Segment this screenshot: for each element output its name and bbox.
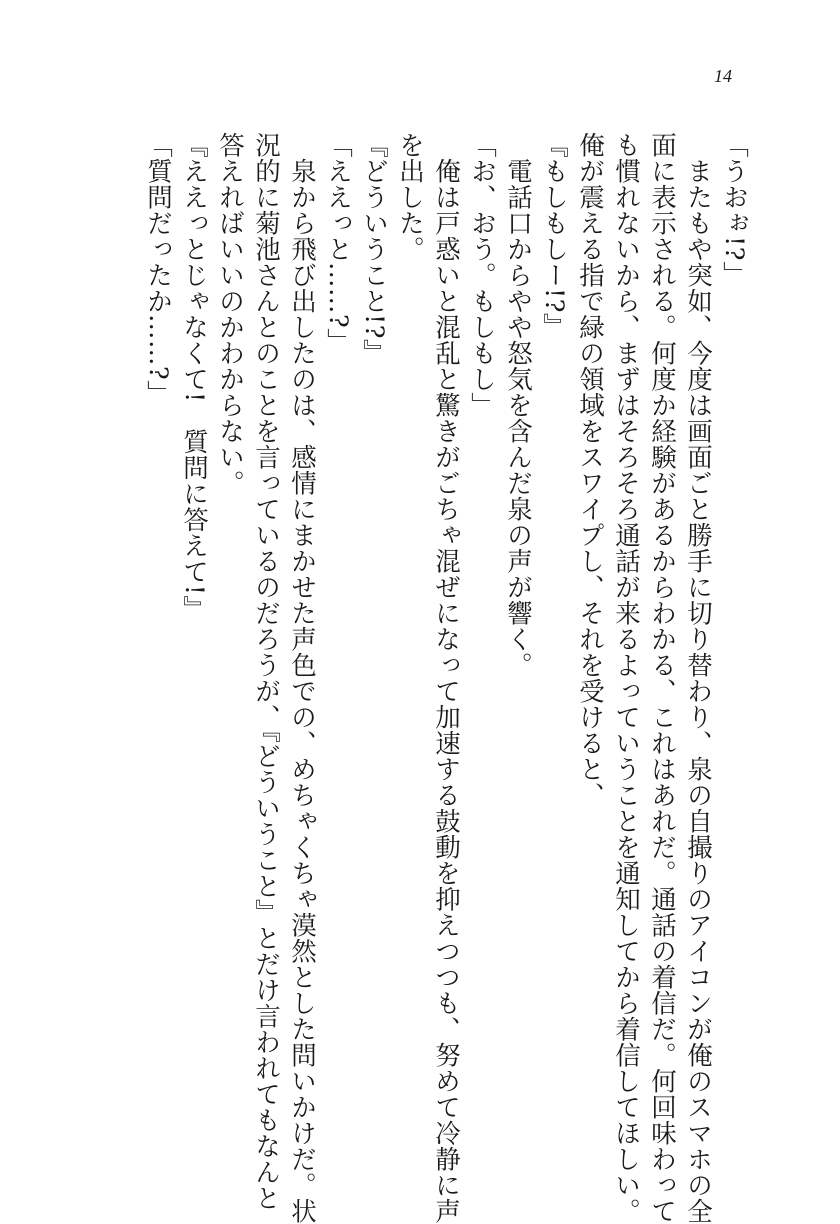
text-line: 「うおぉ!?」 — [719, 132, 749, 287]
text-line: 「お、おう。もしもし」 — [467, 132, 497, 418]
body-text — [112, 132, 752, 1224]
text-line: を出した。 — [395, 132, 425, 262]
text-line: 況的に菊池さんとのことを言っているのだろうが、『どういうこと』とだけ言われてもなんと — [251, 132, 281, 1212]
text-line: 『どういうこと!?』 — [359, 132, 389, 365]
text-line: 俺が震える指で緑の領域をスワイプし、それを受けると、 — [575, 132, 605, 808]
text-line: 答えればいいのかわからない。 — [215, 132, 245, 496]
text-line: 『ええっとじゃなくて! 質問に答えて!』 — [179, 132, 209, 622]
text-line: 「ええっと……?」 — [323, 132, 353, 355]
text-line: またもや突如、今度は画面ごと勝手に切り替わり、泉の自撮りのアイコンが俺のスマホの全 — [683, 157, 713, 1224]
text-line: 泉から飛び出したのは、感情にまかせた声色での、めちゃくちゃ漠然とした問いかけだ。状 — [287, 157, 317, 1224]
text-line: 面に表示される。何度か経験があるからわかる、これはあれだ。通話の着信だ。何回味わって — [647, 132, 677, 1224]
text-line: 俺は戸惑いと混乱と驚きがごちゃ混ぜになって加速する鼓動を抑えつつも、努めて冷静に声 — [431, 157, 461, 1224]
text-line: も慣れないから、まずはそろそろ通話が来るよっていうことを通知してから着信してほしい。 — [611, 132, 641, 1224]
text-line: 電話口からやや怒気を含んだ泉の声が響く。 — [503, 157, 533, 678]
text-line: 『もしもしー!?』 — [539, 132, 569, 339]
page-number: 14 — [714, 66, 732, 86]
text-line: 「質問だったか……?」 — [143, 132, 173, 407]
